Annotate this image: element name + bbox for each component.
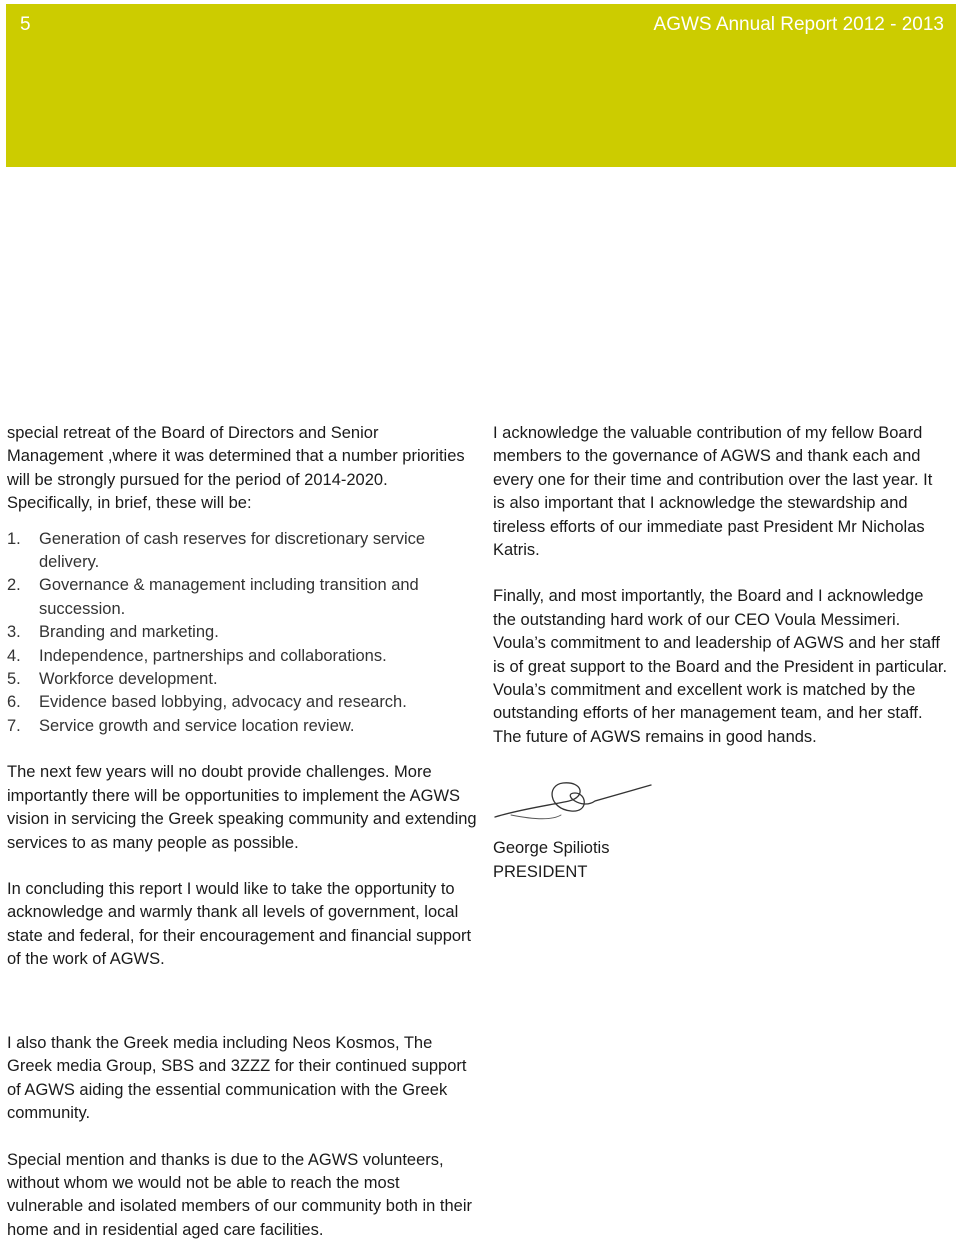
acknowledge-paragraph: I acknowledge the valuable contribution of my fellow Board members to the governance of AGWS and thank each and every one for their time and contribution over the last year. It is also important that I acknowledge the stewardship and tireless efforts of our immediate past President Mr Nicholas Katris. <box>493 424 933 560</box>
priorities-list <box>7 528 477 739</box>
intro-paragraph: special retreat of the Board of Directors and Senior Management ,where it was determined that a number priorities will be strongly pursued for the period of 2014-2020. Specifically, in brief, these will be: <box>7 424 465 513</box>
volunteers-paragraph: Special mention and thanks is due to the AGWS volunteers, without whom we would not be able to reach the most vulnerable and isolated members of our community both in their home and in residential aged care facilities. <box>7 1150 472 1239</box>
bottom-left-column <box>7 1032 477 1242</box>
list-item: 7. Service growth and service location review. <box>7 716 355 735</box>
challenges-paragraph: The next few years will no doubt provide challenges. More importantly there will be opportunities to implement the AGWS vision in servicing the Greek speaking community and extending services to as many people as possible. <box>7 763 477 852</box>
signature-icon <box>491 771 661 829</box>
header-band <box>6 4 956 167</box>
concluding-paragraph: In concluding this report I would like to take the opportunity to acknowledge and warmly thank all levels of government, local state and federal, for their encouragement and financial support of the work of AGWS. <box>7 879 472 969</box>
signer-role: PRESIDENT <box>493 862 588 881</box>
list-item: 2. Governance & management including transition and succession. <box>7 576 419 618</box>
report-title: AGWS Annual Report 2012 - 2013 <box>653 14 944 35</box>
page-number: 5 <box>20 14 31 35</box>
list-item: 5. Workforce development. <box>7 670 218 689</box>
right-column <box>493 422 948 884</box>
list-item: 6. Evidence based lobbying, advocacy and research. <box>7 693 407 712</box>
finally-paragraph: Finally, and most importantly, the Board and I acknowledge the outstanding hard work of our CEO Voula Messimeri. Voula’s commitment to and leadership of AGWS and her staff is of great support to the Board and the President in particular. Voula’s commitment and excellent work is matched by the outstanding efforts of her management team, and her staff. The future of AGWS remains in good hands. <box>493 587 948 746</box>
media-thanks-paragraph: I also thank the Greek media including Neos Kosmos, The Greek media Group, SBS and 3ZZZ for their continued support of AGWS aiding the essential communication with the Greek community. <box>7 1034 467 1123</box>
signer-name: George Spiliotis <box>493 839 610 858</box>
list-item: 3. Branding and marketing. <box>7 623 219 642</box>
list-item: 1. Generation of cash reserves for discretionary service delivery. <box>7 529 426 572</box>
list-item: 4. Independence, partnerships and collaborations. <box>7 646 387 665</box>
left-column <box>7 422 477 972</box>
